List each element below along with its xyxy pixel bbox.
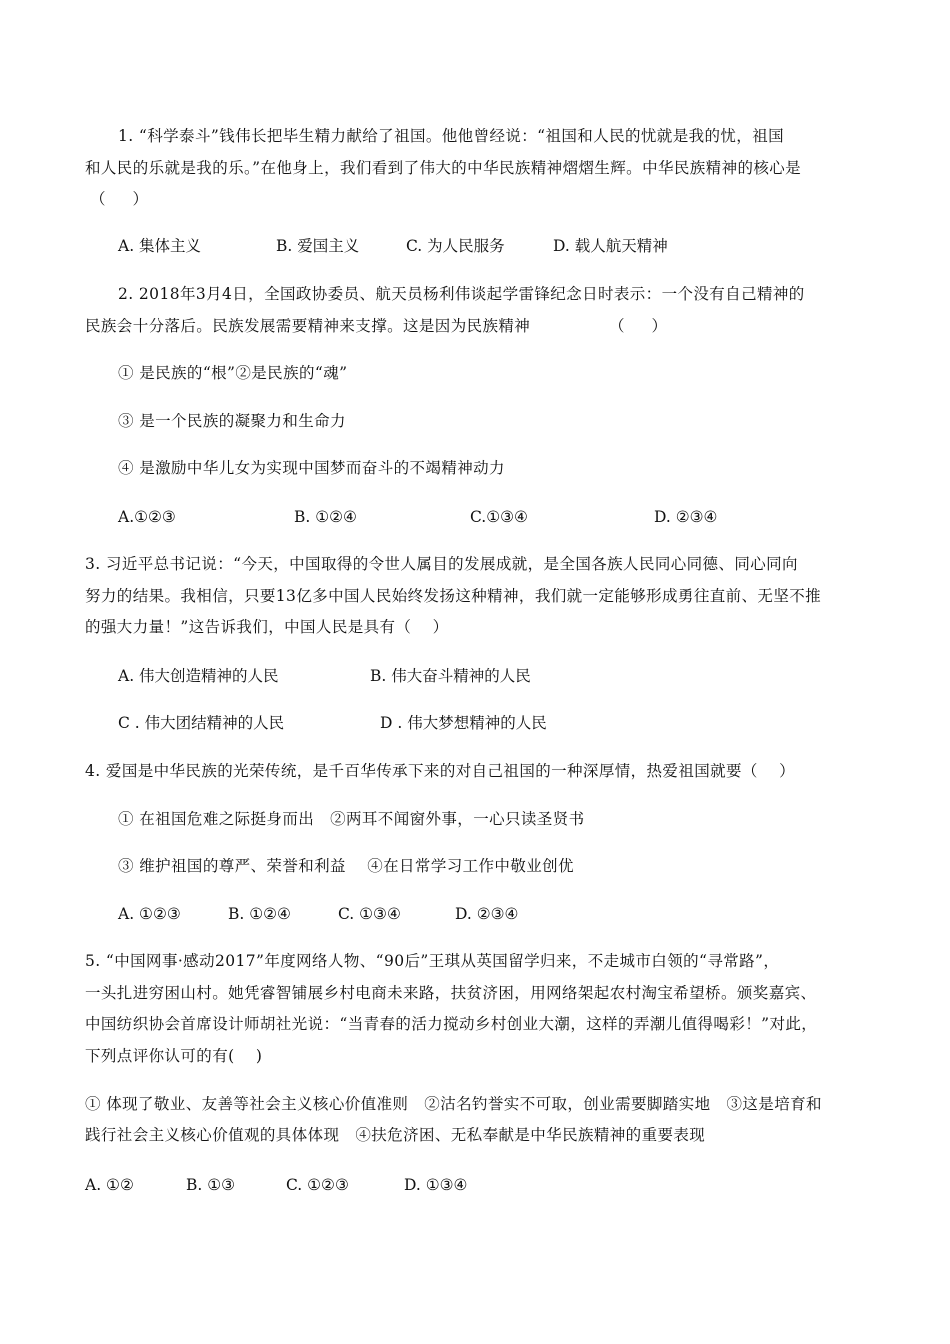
q5-line-2: 一头扎进穷困山村。她凭睿智铺展乡村电商未来路，扶贫济困，用网络架起农村淘宝希望桥。颁奖嘉宾、	[85, 984, 817, 1002]
q4-statements-3-4: ③ 维护祖国的尊严、荣誉和利益 ④在日常学习工作中敬业创优	[118, 857, 574, 875]
q5-option-c: C. ①②③	[286, 1176, 349, 1194]
q2-option-c: C.①③④	[470, 508, 528, 526]
q5-statements-line-1: ① 体现了敬业、友善等社会主义核心价值准则 ②沽名钓誉实不可取，创业需要脚踏实地 ③这是培育和	[85, 1095, 822, 1113]
q5-option-a: A. ①②	[85, 1176, 134, 1194]
q5-line-3: 中国纺织协会首席设计师胡社光说：“当青春的活力搅动乡村创业大潮，这样的弄潮儿值得喝彩！”对此，	[85, 1015, 818, 1033]
q4-option-d: D. ②③④	[455, 905, 519, 923]
q4-option-c: C. ①③④	[338, 905, 401, 923]
q2-option-a: A.①②③	[118, 508, 176, 526]
q2-statement-1-2: ① 是民族的“根”②是民族的“魂”	[118, 364, 348, 382]
q1-option-b: B. 爱国主义	[276, 237, 360, 255]
q3-option-b: B. 伟大奋斗精神的人民	[370, 667, 531, 685]
q3-option-d: D . 伟大梦想精神的人民	[380, 714, 547, 732]
q3-option-c: C . 伟大团结精神的人民	[118, 714, 285, 732]
q4-option-a: A. ①②③	[118, 905, 181, 923]
q2-line-2: 民族会十分落后。民族发展需要精神来支撑。这是因为民族精神	[85, 317, 531, 335]
q3-option-a: A. 伟大创造精神的人民	[118, 667, 279, 685]
q1-option-c: C. 为人民服务	[406, 237, 505, 255]
q2-answer-paren: （ ）	[609, 317, 668, 335]
q1-line-1: 1. “科学泰斗”钱伟长把毕生精力献给了祖国。他他曾经说：“祖国和人民的忧就是我的忧，祖国	[118, 127, 784, 145]
q2-statement-4: ④ 是激励中华儿女为实现中国梦而奋斗的不竭精神动力	[118, 459, 505, 477]
q4-line-1: 4. 爱国是中华民族的光荣传统，是千百华传承下来的对自己祖国的一种深厚情，热爱祖国就要（ ）	[85, 762, 796, 780]
q5-line-4: 下列点评你认可的有( )	[85, 1047, 263, 1065]
q2-line-1: 2. 2018年3月4日，全国政协委员、航天员杨利伟谈起学雷锋纪念日时表示：一个没有自己精神的	[118, 285, 805, 303]
q5-statements-line-2: 践行社会主义核心价值观的具体体现 ④扶危济困、无私奉献是中华民族精神的重要表现	[85, 1126, 706, 1144]
q5-option-d: D. ①③④	[404, 1176, 468, 1194]
q1-line-3: （ ）	[90, 190, 149, 208]
q2-option-d: D. ②③④	[654, 508, 718, 526]
q1-option-d: D. 载人航天精神	[553, 237, 668, 255]
q3-line-3: 的强大力量！”这告诉我们，中国人民是具有（ ）	[85, 618, 449, 636]
q4-option-b: B. ①②④	[228, 905, 291, 923]
q3-line-1: 3. 习近平总书记说：“今天，中国取得的令世人属目的发展成就，是全国各族人民同心同德、同心同向	[85, 555, 798, 573]
q5-option-b: B. ①③	[186, 1176, 236, 1194]
q5-line-1: 5. “中国网事·感动2017”年度网络人物、“90后”王琪从英国留学归来，不走城市白领的“寻常路”，	[85, 952, 780, 970]
q1-option-a: A. 集体主义	[118, 237, 202, 255]
q3-line-2: 努力的结果。我相信，只要13亿多中国人民始终发扬这种精神，我们就一定能够形成勇往直前、无坚不推	[85, 587, 822, 605]
q4-statements-1-2: ① 在祖国危难之际挺身而出 ②两耳不闻窗外事，一心只读圣贤书	[118, 810, 585, 828]
q2-option-b: B. ①②④	[294, 508, 357, 526]
q1-line-2: 和人民的乐就是我的乐。”在他身上，我们看到了伟大的中华民族精神熠熠生辉。中华民族精神的核心是	[85, 159, 802, 177]
q2-statement-3: ③ 是一个民族的凝聚力和生命力	[118, 412, 346, 430]
